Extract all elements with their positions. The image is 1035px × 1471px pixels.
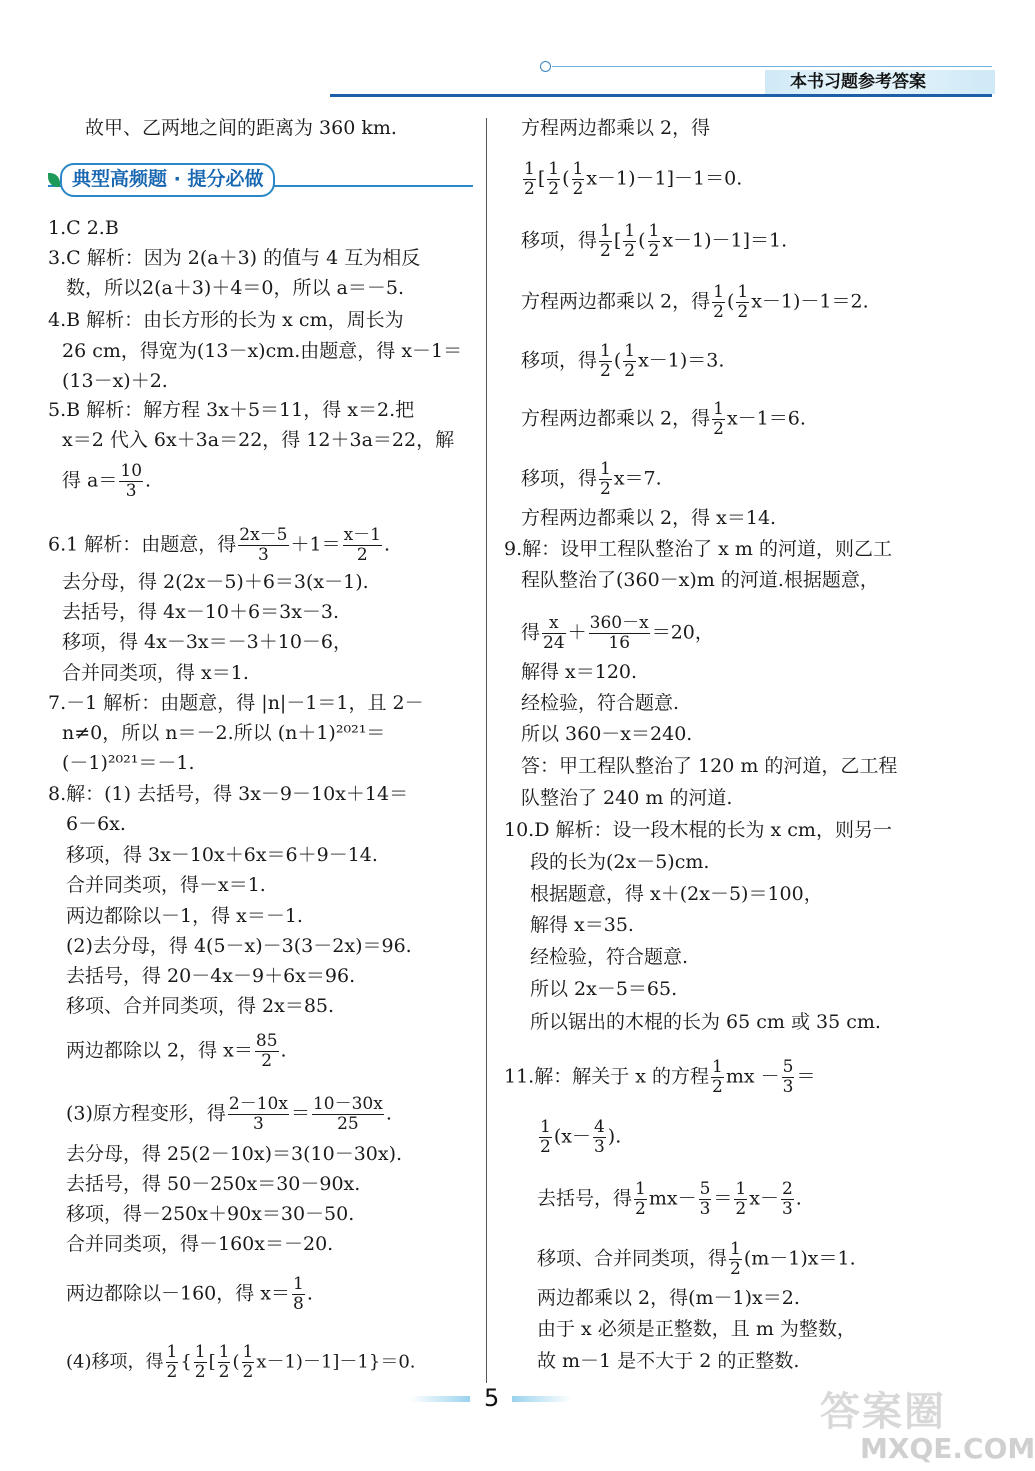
section-heading xyxy=(48,163,473,193)
answer-6-step4: 合并同类项，得 x＝1. xyxy=(62,662,249,684)
answer-8-line7: 去括号，得 20－4x－9＋6x＝96. xyxy=(66,965,356,987)
answer-7-line2: n≠0，所以 n＝－2.所以 (n＋1)²⁰²¹＝ xyxy=(62,722,386,744)
answer-9-line7: 答：甲工程队整治了 120 m 的河道，乙工程 xyxy=(521,755,898,777)
answer-6-step1: 去分母，得 2(2x－5)＋6＝3(x－1). xyxy=(62,571,369,593)
header-rule-thin xyxy=(552,66,992,67)
right-line6: 方程两边都乘以 2，得 $\frac{1}{2}$ x－1＝6. xyxy=(521,399,806,439)
answer-8-line10: (3)原方程变形，得 $\frac{2-10x}{3}$ ＝ $\frac{10-30x}{25}$ . xyxy=(66,1094,392,1134)
answer-6-line1: 6.1 解析：由题意，得 $\frac{2x-5}{3}$ ＋1＝ $\frac{x-1}{2}$ . xyxy=(48,525,391,565)
answer-5-line1: 5.B 解析：解方程 3x＋5＝11，得 x＝2.把 xyxy=(48,399,415,421)
answer-5-line2: x＝2 代入 6x＋3a＝22，得 12＋3a＝22，解 xyxy=(62,429,455,451)
answer-10-line4: 解得 x＝35. xyxy=(530,914,634,936)
right-line3: 移项，得 $\frac{1}{2}$ [ $\frac{1}{2}$ ( $\frac{1}{2}$ x－1)－1]＝1. xyxy=(521,221,788,261)
answer-11-line6: 由于 x 必须是正整数，且 m 为整数， xyxy=(537,1318,856,1340)
right-line5: 移项，得 $\frac{1}{2}$ ( $\frac{1}{2}$ x－1)＝3. xyxy=(521,341,725,381)
answer-11-line1: 11.解：解关于 x 的方程 $\frac{1}{2}$ mx － $\frac{5}{3}$ ＝ xyxy=(504,1057,816,1097)
answer-4-line3: (13－x)＋2. xyxy=(62,370,168,392)
answer-8-line5: 两边都除以－1，得 x＝－1. xyxy=(66,905,303,927)
fraction: $\frac{10}{3}$ xyxy=(120,461,143,501)
answer-10-line3: 根据题意，得 x＋(2x－5)＝100， xyxy=(530,883,823,905)
answer-10-line1: 10.D 解析：设一段木棍的长为 x cm，则另一 xyxy=(504,819,892,841)
footer-ornament-right xyxy=(512,1396,572,1402)
fraction: $\frac{10-30x}{25}$ xyxy=(312,1094,383,1134)
answer-8-line12: 去括号，得 50－250x＝30－90x. xyxy=(66,1173,361,1195)
section-title: 典型高频题 · 提分必做 xyxy=(60,163,275,197)
answer-9-line3: 得 $\frac{x}{24}$ ＋ $\frac{360-x}{16}$ ＝20， xyxy=(521,613,714,653)
right-line7: 移项，得 $\frac{1}{2}$ x＝7. xyxy=(521,459,662,499)
fraction: $\frac{2x-5}{3}$ xyxy=(239,525,288,565)
answer-11-line4: 移项、合并同类项，得 $\frac{1}{2}$ (m－1)x＝1. xyxy=(537,1239,856,1279)
answer-10-line6: 所以 2x－5＝65. xyxy=(530,978,678,1000)
watermark-url: MXQE.COM xyxy=(860,1432,1035,1465)
answer-8-line13: 移项，得－250x＋90x＝30－50. xyxy=(66,1203,355,1225)
answer-8-line16: (4)移项，得 $\frac{1}{2}$ { $\frac{1}{2}$ [ $\frac{1}{2}$ ( $\frac{1}{2}$ x－1)－1]－1}＝0. xyxy=(66,1342,416,1382)
answer-8-line4: 合并同类项，得－x＝1. xyxy=(66,874,266,896)
watermark-logo: 答案圈 xyxy=(820,1389,946,1435)
answer-9-line1: 9.解：设甲工程队整治了 x m 的河道，则乙工 xyxy=(504,538,892,560)
answer-8-line8: 移项、合并同类项，得 2x＝85. xyxy=(66,995,335,1017)
answer-10-line2: 段的长为(2x－5)cm. xyxy=(530,851,710,873)
page-number: 5 xyxy=(484,1384,500,1412)
header-rule xyxy=(330,94,992,97)
answer-11-line7: 故 m－1 是不大于 2 的正整数. xyxy=(537,1350,800,1372)
answer-4-line1: 4.B 解析：由长方形的长为 x cm，周长为 xyxy=(48,309,404,331)
fraction: $\frac{1}{8}$ xyxy=(293,1274,304,1314)
answer-8-line15: 两边都除以－160，得 x＝ $\frac{1}{8}$ . xyxy=(66,1274,313,1314)
answer-8-line3: 移项，得 3x－10x＋6x＝6＋9－14. xyxy=(66,844,378,866)
answer-11-line3: 去括号，得 $\frac{1}{2}$ mx－ $\frac{5}{3}$ ＝ $\frac{1}{2}$ x－ $\frac{2}{3}$ . xyxy=(537,1179,802,1219)
fraction: $\frac{x-1}{2}$ xyxy=(343,525,381,565)
answer-3-line1: 3.C 解析：因为 2(a＋3) 的值与 4 互为相反 xyxy=(48,247,421,269)
intro-line: 故甲、乙两地之间的距离为 360 km. xyxy=(85,117,397,139)
answer-8-line6: (2)去分母，得 4(5－x)－3(3－2x)＝96. xyxy=(66,935,412,957)
right-line4: 方程两边都乘以 2，得 $\frac{1}{2}$ ( $\frac{1}{2}$ x－1)－1＝2. xyxy=(521,282,869,322)
answer-11-line2: $\frac{1}{2}$ (x－ $\frac{4}{3}$ ). xyxy=(540,1117,622,1157)
answer-9-line8: 队整治了 240 m 的河道. xyxy=(521,787,733,809)
answer-1-2: 1.C 2.B xyxy=(48,217,119,239)
answer-8-line14: 合并同类项，得－160x＝－20. xyxy=(66,1233,334,1255)
answer-10-line7: 所以锯出的木棍的长为 65 cm 或 35 cm. xyxy=(530,1011,881,1033)
answer-5-line3: 得 a＝ $\frac{10}{3}$ . xyxy=(62,461,152,501)
right-line1: 方程两边都乘以 2，得 xyxy=(521,117,711,139)
answer-11-line5: 两边都乘以 2，得(m－1)x＝2. xyxy=(537,1287,800,1309)
fraction: $\frac{85}{2}$ xyxy=(255,1031,278,1071)
column-divider xyxy=(486,118,487,1383)
header-dot-icon xyxy=(540,61,551,72)
answer-6-step3: 移项，得 4x－3x＝－3＋10－6， xyxy=(62,631,353,653)
header-title: 本书习题参考答案 xyxy=(790,72,926,92)
answer-8-line1: 8.解：(1) 去括号，得 3x－9－10x＋14＝ xyxy=(48,783,409,805)
answer-8-line11: 去分母，得 25(2－10x)＝3(10－30x). xyxy=(66,1143,403,1165)
answer-7-line3: (－1)²⁰²¹＝－1. xyxy=(62,752,195,774)
answer-8-line2: 6－6x. xyxy=(66,813,126,835)
answer-9-line6: 所以 360－x＝240. xyxy=(521,723,693,745)
right-line8: 方程两边都乘以 2，得 x＝14. xyxy=(521,507,777,529)
answer-6-step2: 去括号，得 4x－10＋6＝3x－3. xyxy=(62,601,340,623)
answer-9-line4: 解得 x＝120. xyxy=(521,661,638,683)
footer-ornament-left xyxy=(410,1396,470,1402)
answer-10-line5: 经检验，符合题意. xyxy=(530,946,689,968)
answer-9-line2: 程队整治了(360－x)m 的河道.根据题意， xyxy=(521,569,879,591)
answer-3-line2: 数，所以2(a＋3)＋4＝0，所以 a＝－5. xyxy=(66,277,405,299)
fraction: $\frac{2-10x}{3}$ xyxy=(228,1094,288,1134)
right-line2: $\frac{1}{2}$ [ $\frac{1}{2}$ ( $\frac{1}{2}$ x－1)－1]－1＝0. xyxy=(524,159,743,199)
answer-4-line2: 26 cm，得宽为(13－x)cm.由题意，得 x－1＝ xyxy=(62,340,463,362)
answer-7-line1: 7.－1 解析：由题意，得 |n|－1＝1，且 2－ xyxy=(48,692,424,714)
answer-8-line9: 两边都除以 2，得 x＝ $\frac{85}{2}$ . xyxy=(66,1031,287,1071)
answer-9-line5: 经检验，符合题意. xyxy=(521,692,680,714)
